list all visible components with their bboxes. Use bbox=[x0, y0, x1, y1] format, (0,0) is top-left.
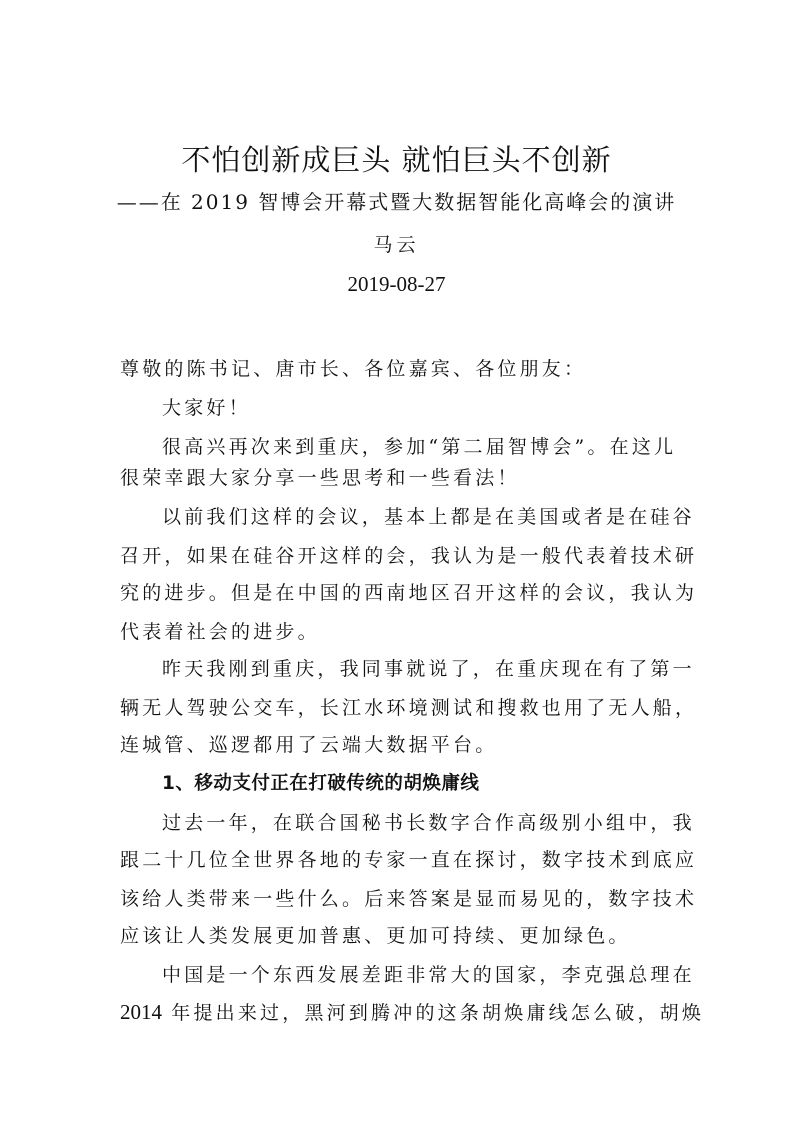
paragraph-line: 该给人类带来一些什么。后来答案是显而易见的，数字技术 bbox=[120, 888, 698, 910]
paragraph-line: 以前我们这样的会议，基本上都是在美国或者是在硅谷 bbox=[162, 506, 695, 528]
paragraph-line: 大家好！ bbox=[162, 397, 251, 419]
paragraph-line: 连城管、巡逻都用了云端大数据平台。 bbox=[120, 734, 498, 756]
section-heading: 1、移动支付正在打破传统的胡焕庸线 bbox=[162, 773, 480, 794]
paragraph-line: 究的进步。但是在中国的西南地区召开这样的会议，我认为 bbox=[120, 582, 698, 604]
paragraph-line: 代表着社会的进步。 bbox=[120, 621, 320, 643]
document-subtitle: ——在 2019 智博会开幕式暨大数据智能化高峰会的演讲 bbox=[116, 190, 677, 214]
paragraph-line: 很荣幸跟大家分享一些思考和一些看法！ bbox=[120, 467, 520, 489]
paragraph-line: 召开，如果在硅谷开这样的会，我认为是一般代表着技术研 bbox=[120, 545, 698, 567]
document-title: 不怕创新成巨头 就怕巨头不创新 bbox=[181, 143, 612, 177]
salutation-line: 尊敬的陈书记、唐市长、各位嘉宾、各位朋友： bbox=[120, 358, 587, 380]
paragraph-line: 跟二十几位全世界各地的专家一直在探讨，数字技术到底应 bbox=[120, 849, 698, 871]
line-text: 年提出来过，黑河到腾冲的这条胡焕庸线怎么破，胡焕 bbox=[162, 1002, 705, 1024]
author-name: 马云 bbox=[373, 234, 420, 256]
year-number: 2014 bbox=[120, 1000, 162, 1024]
paragraph-line: 过去一年，在联合国秘书长数字合作高级别小组中，我 bbox=[162, 812, 695, 834]
paragraph-line: 中国是一个东西发展差距非常大的国家，李克强总理在 bbox=[162, 964, 695, 986]
paragraph-line bbox=[120, 1000, 705, 1025]
document-date: 2019-08-27 bbox=[347, 272, 446, 296]
paragraph-line: 辆无人驾驶公交车，长江水环境测试和搜救也用了无人船， bbox=[120, 697, 698, 719]
paragraph-line: 很高兴再次来到重庆，参加“第二届智博会”。在这儿 bbox=[162, 436, 677, 458]
paragraph-line: 应该让人类发展更加普惠、更加可持续、更加绿色。 bbox=[120, 925, 631, 947]
paragraph-line: 昨天我刚到重庆，我同事就说了，在重庆现在有了第一 bbox=[162, 658, 695, 680]
